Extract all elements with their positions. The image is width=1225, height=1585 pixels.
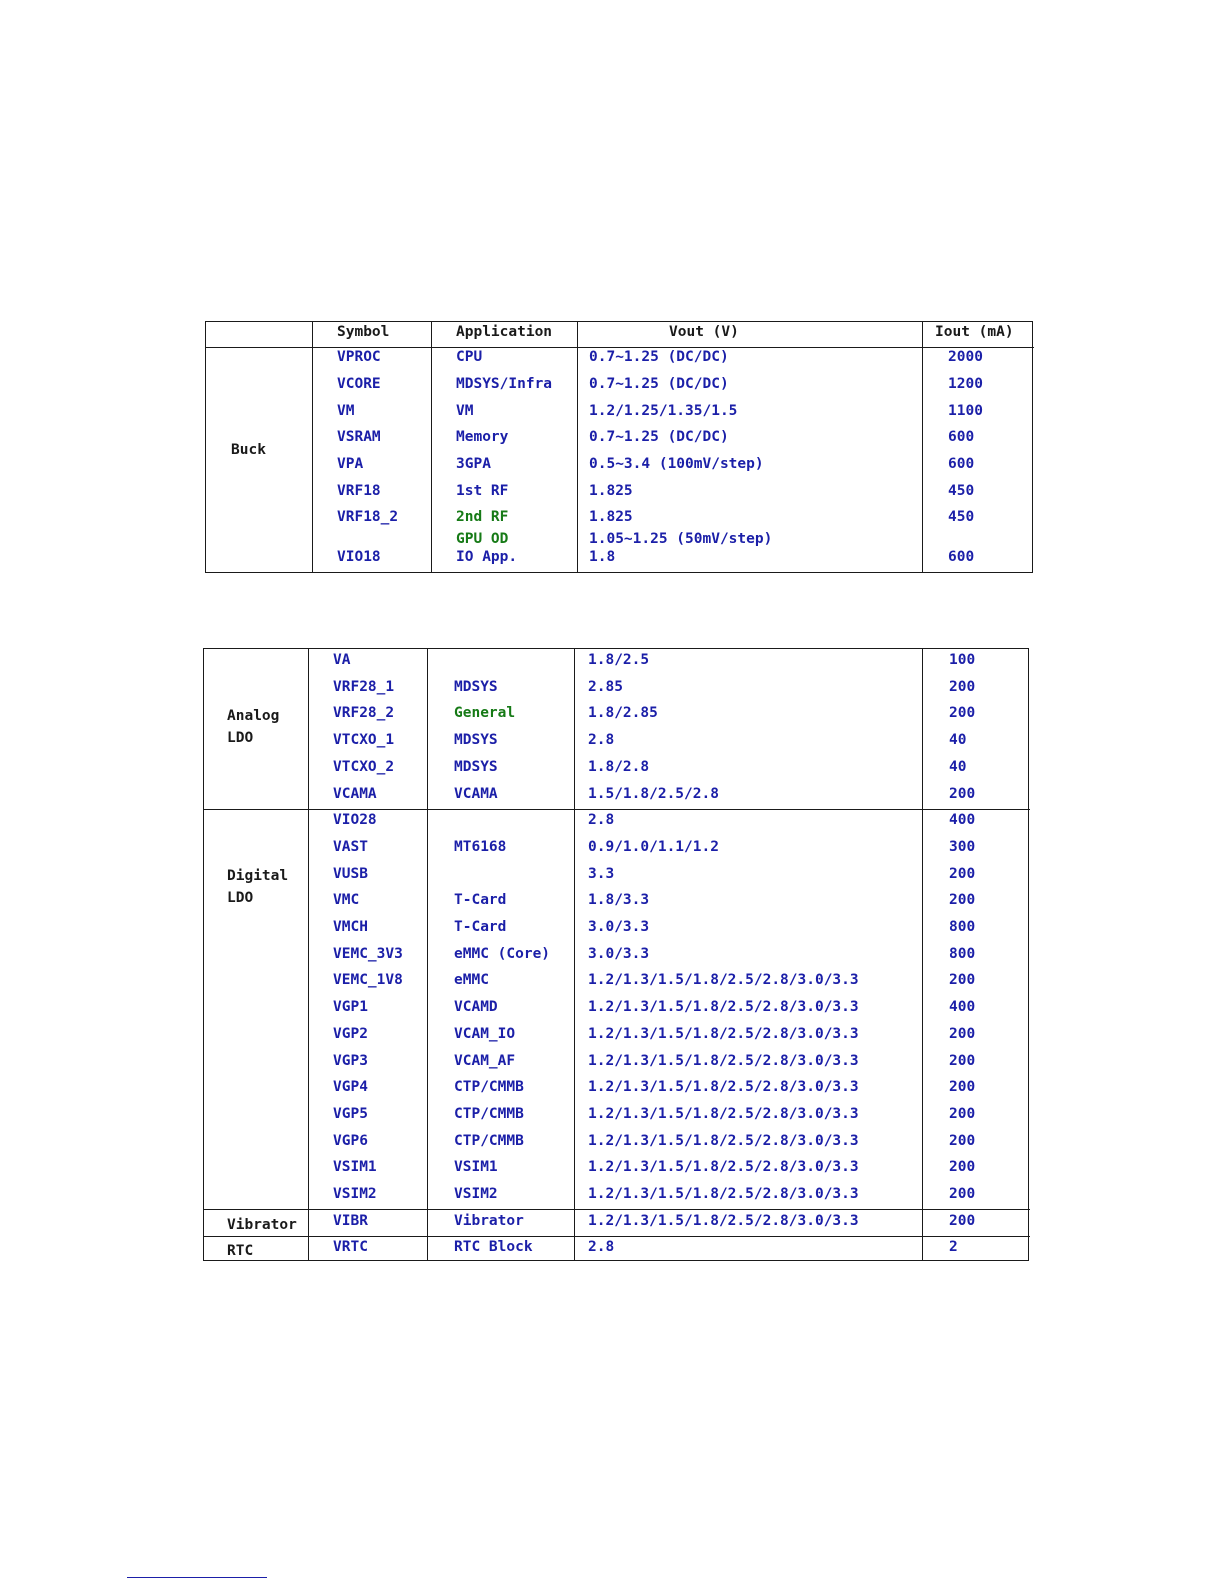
ldo-regulator-table [203,648,1029,1261]
iout-cell: 450 [948,483,975,499]
application-cell: CTP/CMMB [454,1105,524,1122]
symbol-cell: VTCXO_2 [333,758,395,775]
iout-cell: 600 [948,549,975,565]
symbol-cell: VGP3 [333,1052,368,1069]
vout-cell: 2.85 [588,678,623,695]
vout-cell: 1.8/3.3 [588,892,650,909]
group-label-buck: Buck [231,442,266,458]
header-divider [206,347,312,348]
group-label: RTC [227,1243,254,1260]
vout-cell: 1.2/1.3/1.5/1.8/2.5/2.8/3.0/3.3 [588,1132,859,1149]
symbol-cell: VGP4 [333,1079,368,1096]
iout-cell: 300 [949,838,976,855]
iout-cell: 200 [949,865,976,882]
symbol-cell: VSIM2 [333,1186,377,1202]
symbol-cell: VSRAM [337,429,381,445]
group-label: Vibrator [227,1216,297,1233]
symbol-cell: VGP2 [333,1025,368,1042]
symbol-cell: VAST [333,838,368,855]
iout-cell: 200 [949,1186,976,1202]
symbol-cell: VRF28_2 [333,705,395,722]
iout-cell: 600 [948,429,975,445]
column-divider [577,322,578,572]
symbol-cell: VCORE [337,376,381,392]
iout-cell: 100 [949,652,976,668]
iout-cell: 2 [949,1239,958,1256]
header-application: Application [456,324,553,340]
application-cell: VCAM_IO [454,1025,516,1042]
iout-cell: 200 [949,892,976,909]
application-cell: MDSYS [454,758,498,775]
iout-cell: 200 [949,972,976,989]
iout-cell: 200 [949,1025,976,1042]
symbol-cell: VUSB [333,865,368,882]
application-cell: 2nd RF [456,509,509,525]
application-cell: T-Card [454,892,507,909]
application-cell: MT6168 [454,838,507,855]
application-cell: VSIM2 [454,1186,498,1202]
vout-cell: 0.7~1.25 (DC/DC) [589,349,729,365]
symbol-cell: VMC [333,892,360,909]
header-divider [312,347,1034,348]
application-cell: 1st RF [456,483,509,499]
application-cell: MDSYS/Infra [456,376,553,392]
vout-cell: 3.0/3.3 [588,945,650,962]
application-cell: GPU OD [456,531,509,547]
iout-cell: 400 [949,812,976,829]
symbol-cell: VGP6 [333,1132,368,1149]
vout-cell: 1.2/1.3/1.5/1.8/2.5/2.8/3.0/3.3 [588,1159,859,1176]
iout-cell: 450 [948,509,975,525]
vout-cell: 0.9/1.0/1.1/1.2 [588,838,719,855]
vout-cell: 0.5~3.4 (100mV/step) [589,456,764,472]
vout-cell: 1.2/1.3/1.5/1.8/2.5/2.8/3.0/3.3 [588,1186,859,1202]
iout-cell: 40 [949,732,967,749]
symbol-cell: VSIM1 [333,1159,377,1176]
iout-cell: 200 [949,1105,976,1122]
vout-cell: 1.8/2.85 [588,705,658,722]
symbol-cell: VGP5 [333,1105,368,1122]
symbol-cell: VRF18_2 [337,509,399,525]
vout-cell: 0.7~1.25 (DC/DC) [589,376,729,392]
vout-cell: 3.0/3.3 [588,919,650,935]
vout-cell: 1.05~1.25 (50mV/step) [589,531,773,547]
iout-cell: 800 [949,919,976,935]
iout-cell: 200 [949,1052,976,1069]
header-iout: Iout (mA) [935,324,1014,340]
header-symbol: Symbol [337,324,390,340]
symbol-cell: VEMC_1V8 [333,972,403,989]
column-divider [922,322,923,572]
vout-cell: 2.8 [588,1239,615,1256]
symbol-cell: VGP1 [333,999,368,1016]
iout-cell: 200 [949,1132,976,1149]
application-cell: MDSYS [454,678,498,695]
vout-cell: 1.8 [589,549,616,565]
symbol-cell: VTCXO_1 [333,732,395,749]
group-label: Analog LDO [227,708,280,746]
symbol-cell: VRTC [333,1239,368,1256]
column-divider [922,649,923,1260]
vout-cell: 0.7~1.25 (DC/DC) [589,429,729,445]
vout-cell: 1.2/1.3/1.5/1.8/2.5/2.8/3.0/3.3 [588,1025,859,1042]
iout-cell: 200 [949,1079,976,1096]
analog-digital-divider [204,809,1030,810]
application-cell: CTP/CMMB [454,1132,524,1149]
iout-cell: 200 [949,785,976,802]
application-cell: CTP/CMMB [454,1079,524,1096]
application-cell: VCAMA [454,785,498,802]
vout-cell: 1.2/1.3/1.5/1.8/2.5/2.8/3.0/3.3 [588,1105,859,1122]
application-cell: Vibrator [454,1212,524,1229]
vibrator-rtc-divider [204,1236,1030,1237]
symbol-cell: VRF18 [337,483,381,499]
iout-cell: 1200 [948,376,983,392]
iout-cell: 200 [949,678,976,695]
vout-cell: 3.3 [588,865,615,882]
symbol-cell: VIBR [333,1212,368,1229]
group-label: Digital LDO [227,868,289,906]
symbol-cell: VCAMA [333,785,377,802]
iout-cell: 40 [949,758,967,775]
symbol-cell: VRF28_1 [333,678,395,695]
vout-cell: 1.825 [589,483,633,499]
buck-regulator-table [205,321,1033,573]
application-cell: eMMC (Core) [454,945,551,962]
application-cell: Memory [456,429,509,445]
vout-cell: 1.5/1.8/2.5/2.8 [588,785,719,802]
iout-cell: 400 [949,999,976,1016]
symbol-cell: VEMC_3V3 [333,945,403,962]
application-cell: eMMC [454,972,489,989]
digital-vibrator-divider [204,1209,1030,1210]
symbol-cell: VM [337,403,355,419]
application-cell: T-Card [454,919,507,935]
iout-cell: 2000 [948,349,983,365]
iout-cell: 800 [949,945,976,962]
application-cell: VCAMD [454,999,498,1016]
vout-cell: 2.8 [588,732,615,749]
application-cell: General [454,705,516,722]
symbol-cell: VPROC [337,349,381,365]
iout-cell: 200 [949,1159,976,1176]
column-divider [427,649,428,1260]
vout-cell: 1.8/2.5 [588,652,650,668]
symbol-cell: VPA [337,456,364,472]
application-cell: VSIM1 [454,1159,498,1176]
vout-cell: 1.2/1.3/1.5/1.8/2.5/2.8/3.0/3.3 [588,999,859,1016]
application-cell: IO App. [456,549,518,565]
vout-cell: 1.825 [589,509,633,525]
header-vout: Vout (V) [669,324,739,340]
symbol-cell: VIO28 [333,812,377,829]
vout-cell: 1.8/2.8 [588,758,650,775]
column-divider [574,649,575,1260]
application-cell: RTC Block [454,1239,533,1256]
vout-cell: 1.2/1.3/1.5/1.8/2.5/2.8/3.0/3.3 [588,972,859,989]
iout-cell: 600 [948,456,975,472]
vout-cell: 1.2/1.3/1.5/1.8/2.5/2.8/3.0/3.3 [588,1052,859,1069]
column-divider [431,322,432,572]
symbol-cell: VMCH [333,919,368,935]
iout-cell: 200 [949,705,976,722]
application-cell: VCAM_AF [454,1052,516,1069]
vout-cell: 2.8 [588,812,615,829]
column-divider [308,649,309,1260]
application-cell: VM [456,403,474,419]
application-cell: CPU [456,349,483,365]
application-cell: MDSYS [454,732,498,749]
iout-cell: 1100 [948,403,983,419]
vout-cell: 1.2/1.3/1.5/1.8/2.5/2.8/3.0/3.3 [588,1079,859,1096]
column-divider [312,322,313,572]
footer-link-underline [127,1577,267,1578]
vout-cell: 1.2/1.25/1.35/1.5 [589,403,738,419]
symbol-cell: VIO18 [337,549,381,565]
symbol-cell: VA [333,652,351,668]
iout-cell: 200 [949,1212,976,1229]
application-cell: 3GPA [456,456,491,472]
vout-cell: 1.2/1.3/1.5/1.8/2.5/2.8/3.0/3.3 [588,1212,859,1229]
